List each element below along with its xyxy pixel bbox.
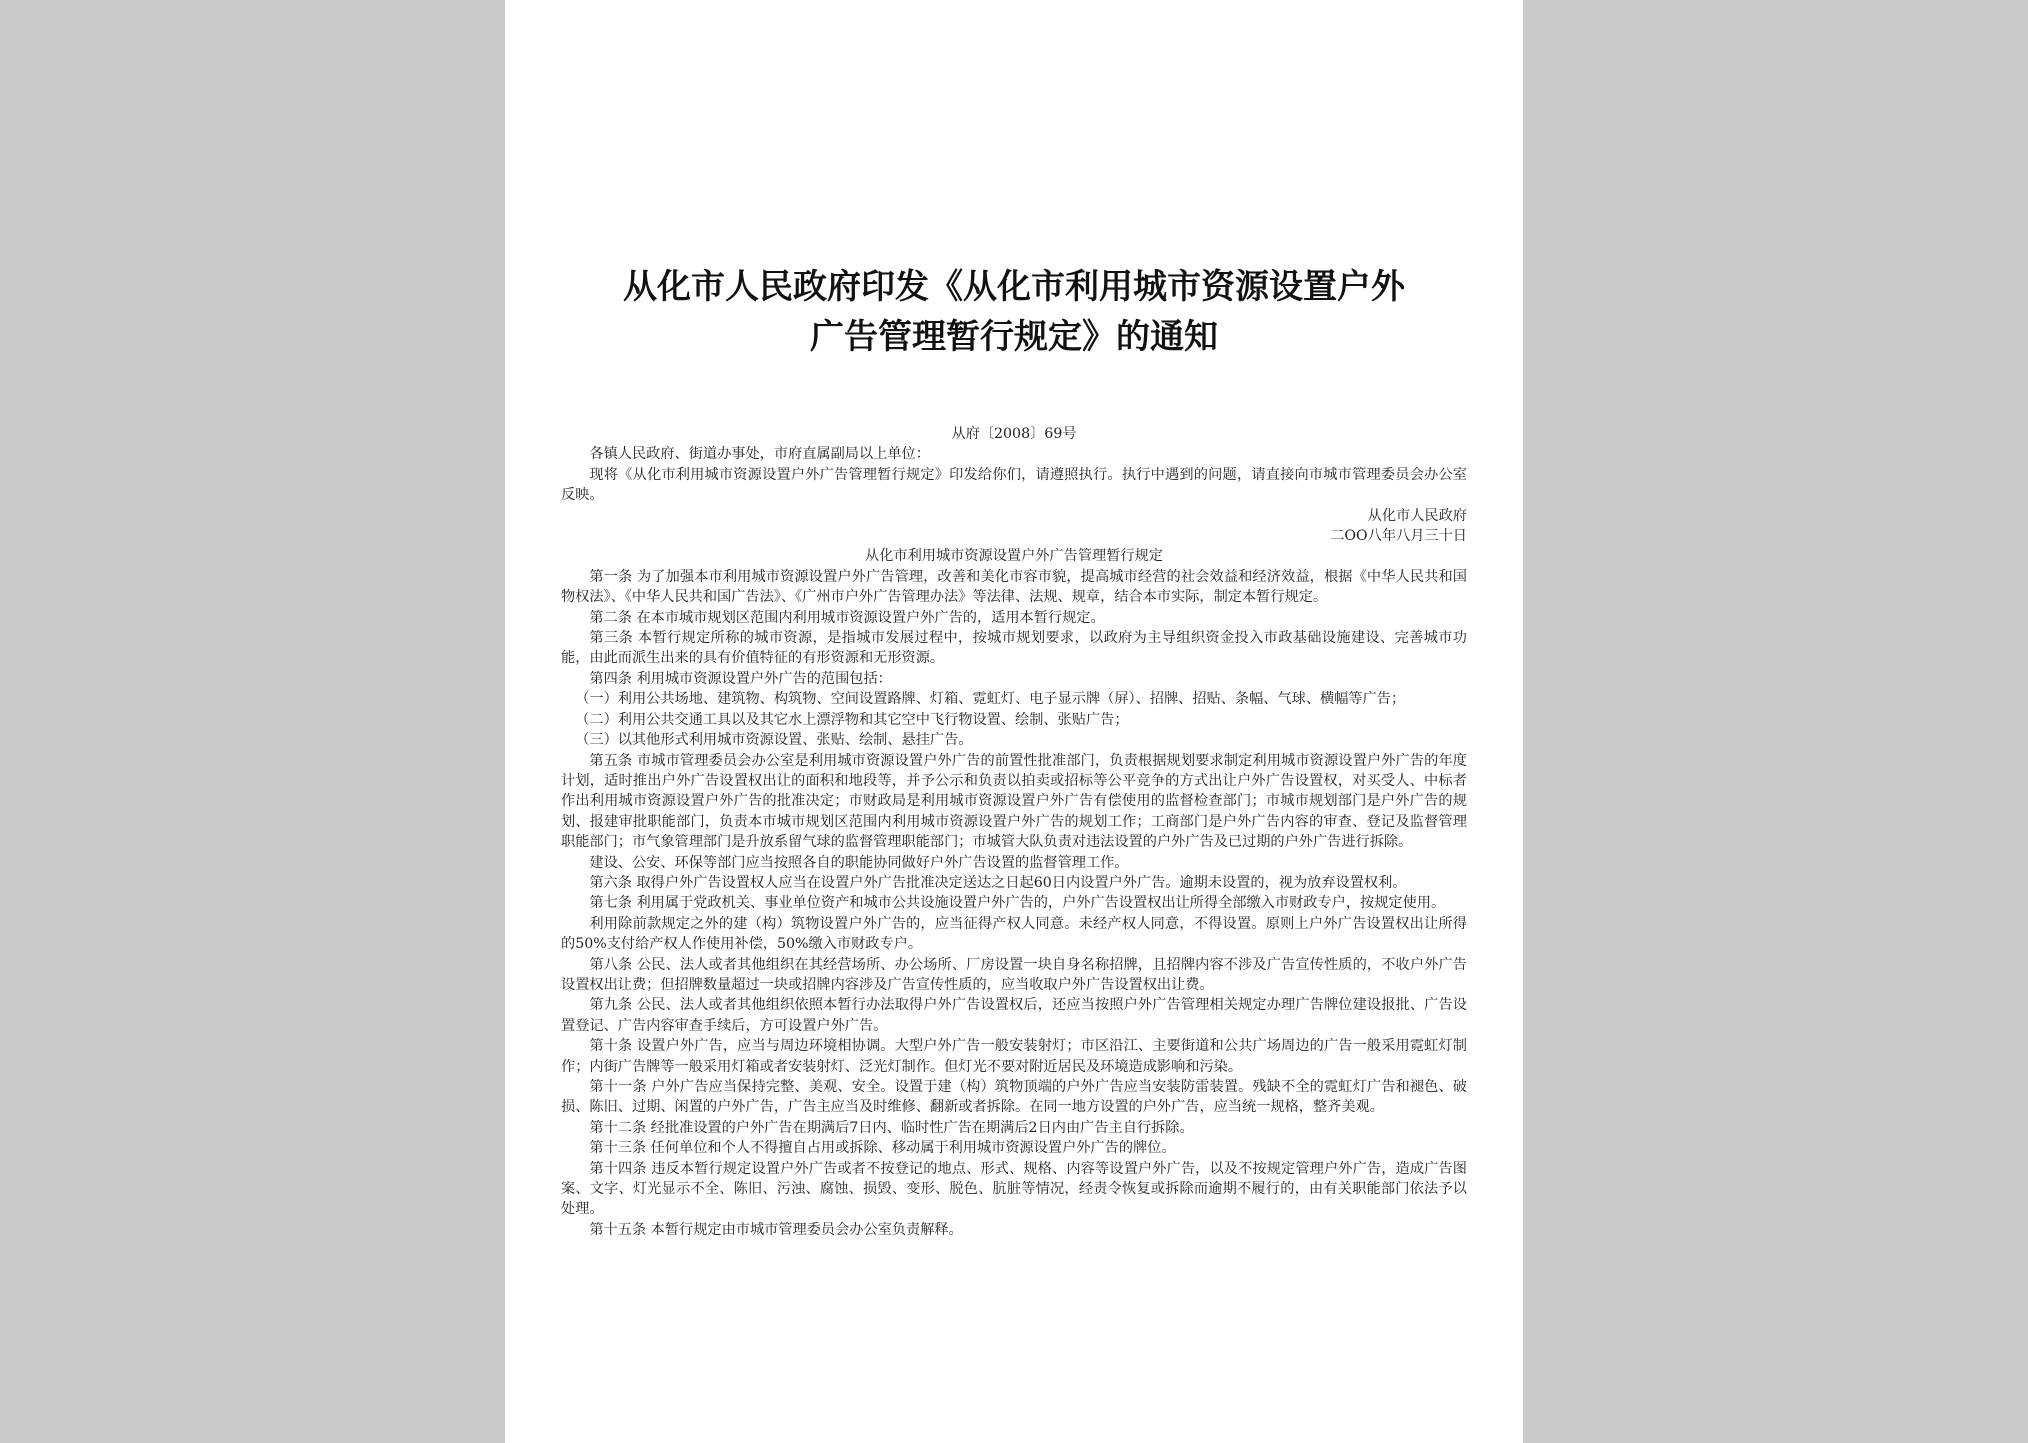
- title-line-2: 广告管理暂行规定》的通知: [810, 317, 1218, 357]
- document-body: [561, 424, 1467, 1240]
- article-5-paragraph-2: 建设、公安、环保等部门应当按照各自的职能协同做好户外广告设置的监督管理工作。: [589, 854, 1129, 871]
- article-12: 第十二条 经批准设置的户外广告在期满后7日内、临时性广告在期满后2日内由广告主自行拆除。: [589, 1119, 1194, 1136]
- article-7-paragraph-2: 利用除前款规定之外的建（构）筑物设置户外广告的，应当征得产权人同意。未经产权人同意，不得设置。原则上户外广告设置权出让所得的50%支付给产权人作使用补偿，50%缴入市财政专户。: [561, 915, 1467, 953]
- intro-paragraph: 现将《从化市利用城市资源设置户外广告管理暂行规定》印发给你们，请遵照执行。执行中遇到的问题，请直接向市城市管理委员会办公室反映。: [561, 466, 1467, 504]
- article-4-item-3: （三）以其他形式利用城市资源设置、张贴、绘制、悬挂广告。: [575, 732, 973, 749]
- article-11: 第十一条 户外广告应当保持完整、美观、安全。设置于建（构）筑物顶端的户外广告应当安装防雷装置。残缺不全的霓虹灯广告和褪色、破损、陈旧、过期、闲置的户外广告，广告主应当及时维修、翻新或者拆除。在同一地方设置的户外广告，应当统一规格，整齐美观。: [561, 1079, 1467, 1116]
- article-14: 第十四条 违反本暂行规定设置户外广告或者不按登记的地点、形式、规格、内容等设置户外广告，以及不按规定管理户外广告，造成广告图案、文字、灯光显示不全、陈旧、污浊、腐蚀、损毁、变形、脱色、肮脏等情况，经责令恢复或拆除而逾期不履行的，由有关职能部门依法予以处理。: [561, 1160, 1467, 1218]
- page-title: [505, 262, 1523, 362]
- issue-date: 二OO八年八月三十日: [1330, 528, 1467, 545]
- article-9: 第九条 公民、法人或者其他组织依照本暂行办法取得户外广告设置权后，还应当按照户外广告管理相关规定办理广告牌位建设报批、广告设置登记、广告内容审查手续后，方可设置户外广告。: [561, 997, 1467, 1034]
- article-5: 第五条 市城市管理委员会办公室是利用城市资源设置户外广告的前置性批准部门，负责根据规划要求制定利用城市资源设置户外广告的年度计划，适时推出户外广告设置权出让的面积和地段等，并予公示和负责以拍卖或招标等公平竞争的方式出让户外广告设置权，对买受人、中标者作出利用城市资源设置户外广告的批准决定；市财政局是利用城市资源设置户外广告有偿使用的监督检查部门；市城市规划部门是户外广告的规划、报建审批职能部门，负责本市城市规划区范围内利用城市资源设置户外广告的规划工作；工商部门是户外广告内容的审查、登记及监督管理职能部门；市气象管理部门是升放系留气球的监督管理职能部门；市城管大队负责对违法设置的户外广告及已过期的户外广告进行拆除。: [561, 752, 1467, 851]
- article-10: 第十条 设置户外广告，应当与周边环境相协调。大型户外广告一般安装射灯；市区沿江、主要街道和公共广场周边的广告一般采用霓虹灯制作；内街广告牌等一般采用灯箱或者安装射灯、泛光灯制作。但灯光不要对附近居民及环境造成影响和污染。: [561, 1038, 1467, 1075]
- document-page: [505, 0, 1523, 1443]
- article-6: 第六条 取得户外广告设置权人应当在设置户外广告批准决定送达之日起60日内设置户外广告。逾期未设置的，视为放弃设置权利。: [589, 874, 1407, 891]
- article-3: 第三条 本暂行规定所称的城市资源，是指城市发展过程中，按城市规划要求，以政府为主导组织资金投入市政基础设施建设、完善城市功能，由此而派生出来的具有价值特征的有形资源和无形资源。: [561, 630, 1467, 667]
- doc-number: 从府〔2008〕69号: [951, 426, 1077, 442]
- article-1: 第一条 为了加强本市利用城市资源设置户外广告管理，改善和美化市容市貌，提高城市经营的社会效益和经济效益，根据《中华人民共和国物权法》、《中华人民共和国广告法》、《广州市户外广告管理办法》等法律、法规、规章，结合本市实际，制定本暂行规定。: [561, 568, 1467, 606]
- article-13: 第十三条 任何单位和个人不得擅自占用或拆除、移动属于利用城市资源设置户外广告的牌位。: [589, 1140, 1176, 1157]
- article-8: 第八条 公民、法人或者其他组织在其经营场所、办公场所、厂房设置一块自身名称招牌，且招牌内容不涉及广告宣传性质的，不收户外广告设置权出让费；但招牌数量超过一块或招牌内容涉及广告宣传性质的，应当收取户外广告设置权出让费。: [561, 956, 1467, 993]
- article-4-item-2: （二）利用公共交通工具以及其它水上漂浮物和其它空中飞行物设置、绘制、张贴广告；: [575, 711, 1129, 728]
- article-7: 第七条 利用属于党政机关、事业单位资产和城市公共设施设置户外广告的，户外广告设置权出让所得全部缴入市财政专户，按规定使用。: [589, 895, 1446, 912]
- issuer: 从化市人民政府: [1367, 507, 1467, 524]
- title-line-1: 从化市人民政府印发《从化市利用城市资源设置户外: [623, 267, 1405, 307]
- regulation-title: 从化市利用城市资源设置户外广告管理暂行规定: [865, 548, 1163, 565]
- article-4: 第四条 利用城市资源设置户外广告的范围包括：: [589, 670, 892, 687]
- addressee: 各镇人民政府、街道办事处，市府直属副局以上单位：: [589, 446, 930, 463]
- article-4-item-1: （一）利用公共场地、建筑物、构筑物、空间设置路牌、灯箱、霓虹灯、电子显示牌（屏）、招牌、招贴、条幅、气球、横幅等广告；: [575, 691, 1406, 708]
- article-15: 第十五条 本暂行规定由市城市管理委员会办公室负责解释。: [589, 1221, 963, 1238]
- article-2: 第二条 在本市城市规划区范围内利用城市资源设置户外广告的，适用本暂行规定。: [589, 609, 1105, 626]
